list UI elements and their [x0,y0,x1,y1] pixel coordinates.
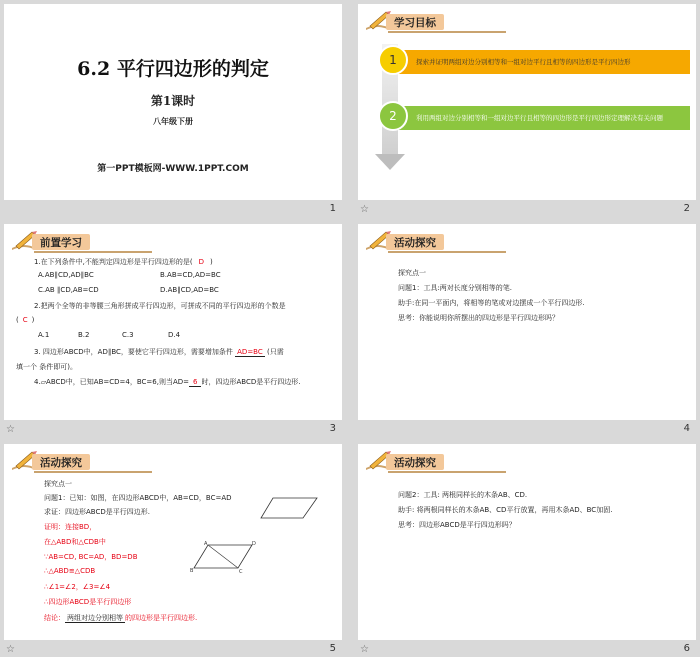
objective-text: 探索并证明两组对边分别相等和一组对边平行且相等的四边形是平行四边形 [416,58,631,66]
objective-1 [390,50,690,74]
proof-line: 在△ABD和△CDB中 [44,538,106,546]
slide-number: 1 [329,203,336,214]
q1-option-c: C.AB ∥CD,AB=CD [38,286,99,294]
objective-2 [390,106,690,130]
slide-number: 4 [683,423,690,434]
vertex-label: C [239,569,243,575]
objective-number: 2 [378,101,408,131]
text-line: 助手:在同一平面内，将相等的笔或对边摆成一个平行四边形. [398,299,585,307]
parallelogram-diagonal-figure [190,540,256,574]
conclusion: 结论： 两组对边分别相等 的四边形是平行四边形. [44,614,198,622]
q1-option-b: B.AB=CD,AD=BC [160,271,221,279]
proof-line: 证明：连接BD， [44,523,97,531]
header-title: 活动探究 [386,234,444,250]
vertex-label: A [204,541,208,547]
vertex-label: B [190,568,194,574]
slide-title: 6.2 平行四边形的判定 [77,58,269,80]
header-title: 活动探究 [386,454,444,470]
header-title: 学习目标 [386,14,444,30]
slide-2[interactable] [358,4,696,200]
proof-line: ∴四边形ABCD是平行四边形 [44,598,132,606]
parallelogram-figure [259,496,319,522]
text-line: 求证：四边形ABCD是平行四边形. [44,508,150,516]
slide-number: 6 [683,643,690,654]
slide-subtitle: 第1课时 [150,94,196,108]
slide-3[interactable] [4,224,342,420]
slide-number: 2 [683,203,690,214]
slide-1[interactable] [4,4,342,200]
grade-label: 八年级下册 [153,117,193,126]
q2-option-a: A.1 [38,331,50,339]
question-2: 2.把两个全等的非等腰三角形拼成平行四边形，可拼成不同的平行四边形的个数是 [34,302,286,310]
q1-option-a: A.AB∥CD,AD∥BC [38,271,94,279]
text-line: 思考：你能说明你所摆出的四边形是平行四边形吗？ [398,314,559,322]
slide-number: 3 [329,423,336,434]
slide-6[interactable] [358,444,696,640]
header-title: 前置学习 [32,234,90,250]
question-2-answer: ( C ) [16,316,35,324]
slide-1-footer [4,200,342,220]
q1-option-d: D.AB∥CD,AD=BC [160,286,219,294]
arrow-down-icon [375,154,405,170]
text-line: 探究点一 [44,480,72,488]
slide-6-footer [358,640,696,657]
objective-number: 1 [378,45,408,75]
slide-3-footer [4,420,342,440]
slide-2-footer [358,200,696,220]
slide-4[interactable] [358,224,696,420]
objective-text: 利用两组对边分别相等和一组对边平行且相等的四边形是平行四边形定理解决有关问题 [416,114,663,122]
text-line: 问题1：已知：如图，在四边形ABCD中，AB=CD，BC=AD [44,494,232,502]
question-3-cont: 填一个 条件即可)。 [16,363,77,371]
text-line: 探究点一 [398,269,426,277]
proof-line: ∴∠1=∠2，∠3=∠4 [44,583,111,591]
slide-transition-icon[interactable]: ☆ [360,644,369,655]
question-4: 4.▱ABCD中，已知AB=CD=4，BC=6,则当AD= 6 时，四边形ABCD是平行四边形. [34,378,301,386]
text-line: 思考：四边形ABCD是平行四边形吗？ [398,521,516,529]
slide-4-footer [358,420,696,440]
q2-option-d: D.4 [168,331,181,339]
vertex-label: D [252,541,256,547]
q2-option-b: B.2 [78,331,90,339]
q2-option-c: C.3 [122,331,134,339]
slide-5[interactable] [4,444,342,640]
question-1: 1.在下列条件中,不能判定四边形是平行四边形的是( D ) [34,258,213,266]
text-line: 助手: 将两根同样长的木条AB、CD平行放置，再用木条AD、BC加固. [398,506,613,514]
text-line: 问题1：工具:两对长度分别相等的笔. [398,284,513,292]
slide-transition-icon[interactable]: ☆ [6,644,15,655]
proof-line: ∴△ABD≌△CDB [44,567,96,575]
header-title: 活动探究 [32,454,90,470]
question-3: 3. 四边形ABCD中，AD∥BC，要使它平行四边形，需要增加条件 AD=BC (只需 [34,348,284,356]
slide-transition-icon[interactable]: ☆ [360,204,369,215]
slide-transition-icon[interactable]: ☆ [6,424,15,435]
proof-line: ∵AB=CD, BC=AD，BD=DB [44,553,138,561]
text-line: 问题2：工具: 两根同样长的木条AB、CD. [398,491,528,499]
slide-number: 5 [329,643,336,654]
slide-5-footer [4,640,342,657]
site-label: 第一PPT模板网-WWW.1PPT.COM [97,164,249,174]
